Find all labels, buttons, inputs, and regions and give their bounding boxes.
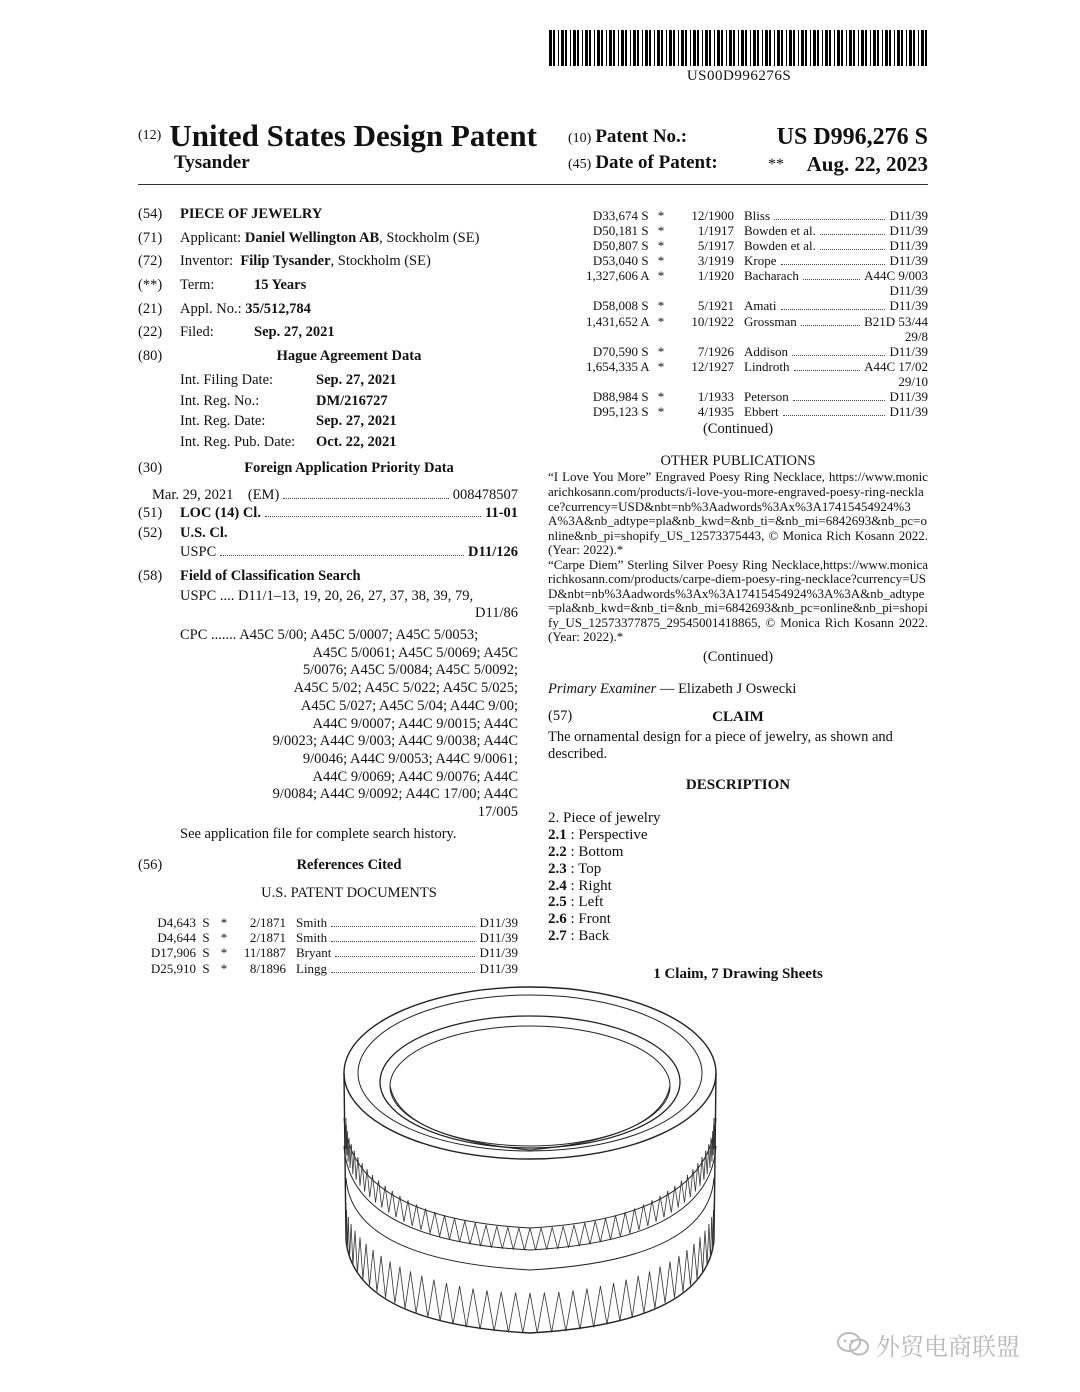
uspc-classification: USPC D11/126: [180, 544, 518, 561]
date-of-patent-label: Date of Patent:: [595, 152, 718, 173]
field-of-search-uspc: USPC .... D11/1–13, 19, 20, 26, 27, 37, 38, 39, 79, D11/86: [180, 587, 518, 622]
reference-row: D17,906 S * 11/1887 Bryant D11/39: [150, 945, 518, 961]
reference-row: D53,040 S * 3/1919 Krope D11/39: [592, 253, 928, 269]
patent-number: US D996,276 S: [776, 124, 928, 150]
description-intro: 2. Piece of jewelry: [548, 810, 661, 827]
reference-row: 1,327,606 A * 1/1920 Bacharach A44C 9/003: [586, 268, 928, 284]
document-type: United States Design Patent: [169, 118, 537, 153]
description-item: 2.5 : Left: [548, 894, 604, 911]
term-extension-marker: **: [768, 156, 784, 173]
reference-row: D50,181 S * 1/1917 Bowden et al. D11/39: [592, 223, 928, 239]
right-column: [548, 208, 928, 983]
hague-row: Int. Reg. Date: Sep. 27, 2021: [180, 413, 397, 430]
cpc-line: 9/0084; A44C 9/0092; A44C 17/00; A44C: [272, 786, 518, 803]
reference-row: 1,431,652 A * 10/1922 Grossman B21D 53/44: [586, 313, 928, 329]
patent-title: PIECE OF JEWELRY: [180, 206, 323, 222]
reference-row-continuation: 29/10: [898, 373, 928, 389]
cpc-line: A44C 9/0069; A44C 9/0076; A44C: [312, 768, 518, 785]
description-item: 2.6 : Front: [548, 911, 611, 928]
description-heading: DESCRIPTION: [685, 777, 791, 794]
reference-row-continuation: D11/39: [889, 283, 928, 299]
left-column: [138, 206, 518, 976]
cpc-line: A45C 5/027; A45C 5/04; A44C 9/00;: [300, 697, 518, 714]
us-patent-documents-heading: U.S. PATENT DOCUMENTS: [261, 885, 437, 901]
patent-number-line: (10) Patent No.: US D996,276 S: [568, 124, 928, 150]
inventor-name: Filip Tysander: [240, 253, 331, 270]
patent-number-label: Patent No.:: [595, 126, 688, 147]
field-of-search-heading: (58) Field of Classification Search: [138, 568, 361, 584]
description-list: [548, 827, 928, 945]
other-publications-continued: (Continued): [702, 649, 774, 666]
claim-heading: (57) CLAIM: [548, 708, 764, 726]
term-field: (**) Term: 15 Years: [138, 277, 307, 294]
document-type-heading: [138, 118, 537, 154]
primary-examiner: Primary Examiner — Elizabeth J Oswecki: [548, 680, 797, 697]
hague-row: Int. Filing Date: Sep. 27, 2021: [180, 371, 397, 388]
cpc-line: A45C 5/0061; A45C 5/0069; A45C: [312, 644, 518, 661]
cpc-line: A44C 9/0007; A44C 9/0015; A44C: [312, 715, 518, 732]
search-history-note: See application file for complete search history.: [180, 825, 457, 842]
cpc-line: A45C 5/02; A45C 5/022; A45C 5/025;: [293, 680, 518, 697]
code-12: (12): [138, 128, 162, 143]
reference-row: D95,123 S * 4/1935 Ebbert D11/39: [592, 404, 928, 420]
date-of-patent: Aug. 22, 2023: [806, 152, 928, 176]
cpc-line: 17/005: [477, 803, 518, 820]
barcode: [549, 30, 929, 66]
publication-entry: “I Love You More” Engraved Poesy Ring Necklace, https://www.monicarichkosann.com/products/i-love-you-more-engraved-poesy-ring-necklace?currency=USD&nbt=nb%3Aadwords%3Ax%3A17415454924%3A%3A&nb_adtype=pla&nb_kwd=&nb_ti=&nb_mi=6842693&nb_pc=online&nb_pi=shopify_US_12573375443, © Monica Rich Kosann 2022. (Year: 2022).*: [548, 469, 928, 558]
cpc-line: 9/0046; A44C 9/0053; A44C 9/0061;: [302, 750, 518, 767]
reference-row-continuation: 29/8: [904, 328, 928, 344]
cpc-line: CPC ....... A45C 5/00; A45C 5/0007; A45C 5/0053;: [180, 627, 479, 644]
reference-row: D70,590 S * 7/1926 Addison D11/39: [592, 343, 928, 359]
us-classification-heading: (52) U.S. Cl.: [138, 524, 228, 541]
watermark: [836, 1324, 1056, 1364]
title-field: (54) PIECE OF JEWELRY: [138, 206, 518, 224]
cpc-line: 9/0023; A44C 9/003; A44C 9/0038; A44C: [272, 733, 518, 750]
hague-row: Int. Reg. No.: DM/216727: [180, 392, 388, 409]
references-list-left: [138, 915, 518, 976]
claim-text: The ornamental design for a piece of jewelry, as shown and described.: [548, 728, 893, 763]
field-of-search-cpc: [180, 627, 518, 822]
date-of-patent-line: (45) Date of Patent: ** Aug. 22, 2023: [568, 152, 928, 176]
application-number-field: (21) Appl. No.: 35/512,784: [138, 300, 311, 317]
foreign-priority-heading: (30) Foreign Application Priority Data: [138, 459, 454, 476]
references-heading: (56) References Cited: [138, 857, 402, 874]
reference-row: D58,008 S * 5/1921 Amati D11/39: [592, 298, 928, 314]
hague-heading: (80) Hague Agreement Data: [138, 348, 422, 365]
loc-classification: (51) LOC (14) Cl. 11-01: [138, 504, 518, 521]
claims-drawings-summary: 1 Claim, 7 Drawing Sheets: [653, 965, 823, 982]
reference-row: D88,984 S * 1/1933 Peterson D11/39: [592, 388, 928, 404]
hague-data: [138, 372, 518, 452]
publication-entry: “Carpe Diem” Sterling Silver Poesy Ring Necklace,https://www.monicarichkosann.com/products/carpe-diem-poesy-ring-necklace?currency=USD&nbt=nb%3Aadwords%3Ax%3A17415454924%3A%3A&nb_adtype=pla&nb_kwd=&nb_ti=&nb_mi=6842693&nb_pc=online&nb_pi=shopify_US_12573377875_29545001418865, © Monica Rich Kosann 2022. (Year: 2022).*: [548, 556, 928, 645]
chat-bubble-icon: [836, 1330, 870, 1358]
foreign-priority-entry: Mar. 29, 2021 (EM) 008478507: [152, 487, 518, 504]
references-list-right: [548, 208, 928, 419]
other-publications-heading: OTHER PUBLICATIONS: [660, 452, 816, 469]
barcode-number: US00D996276S: [686, 68, 792, 84]
reference-row: D4,643 S * 2/1871 Smith D11/39: [157, 914, 518, 930]
description-item: 2.2 : Bottom: [548, 843, 624, 860]
cpc-line: 5/0076; A45C 5/0084; A45C 5/0092;: [302, 662, 518, 679]
reference-row: D25,910 S * 8/1896 Lingg D11/39: [150, 960, 518, 976]
description-item: 2.1 : Perspective: [548, 827, 648, 844]
header-divider: [138, 184, 928, 185]
reference-row: 1,654,335 A * 12/1927 Lindroth A44C 17/02: [586, 358, 928, 374]
ring-perspective-drawing: [330, 978, 730, 1348]
reference-row: D4,644 S * 2/1871 Smith D11/39: [157, 930, 518, 946]
watermark-text: 外贸电商联盟: [876, 1332, 1020, 1361]
description-item: 2.3 : Top: [548, 860, 602, 877]
references-continued: (Continued): [702, 421, 774, 438]
hague-row: Int. Reg. Pub. Date: Oct. 22, 2021: [180, 433, 397, 450]
reference-row: D50,807 S * 5/1917 Bowden et al. D11/39: [592, 238, 928, 254]
applicant-name: Daniel Wellington AB: [244, 229, 380, 246]
applicant-field: (71) Applicant: Daniel Wellington AB, Stockholm (SE): [138, 229, 480, 246]
other-publications: [548, 470, 928, 645]
inventor-surname: Tysander: [174, 152, 250, 173]
filed-field: (22) Filed: Sep. 27, 2021: [138, 324, 335, 341]
inventor-field: (72) Inventor: Filip Tysander, Stockholm (SE): [138, 253, 431, 270]
description-item: 2.4 : Right: [548, 877, 612, 894]
reference-row: D33,674 S * 12/1900 Bliss D11/39: [592, 208, 928, 223]
description-item: 2.7 : Back: [548, 927, 610, 944]
